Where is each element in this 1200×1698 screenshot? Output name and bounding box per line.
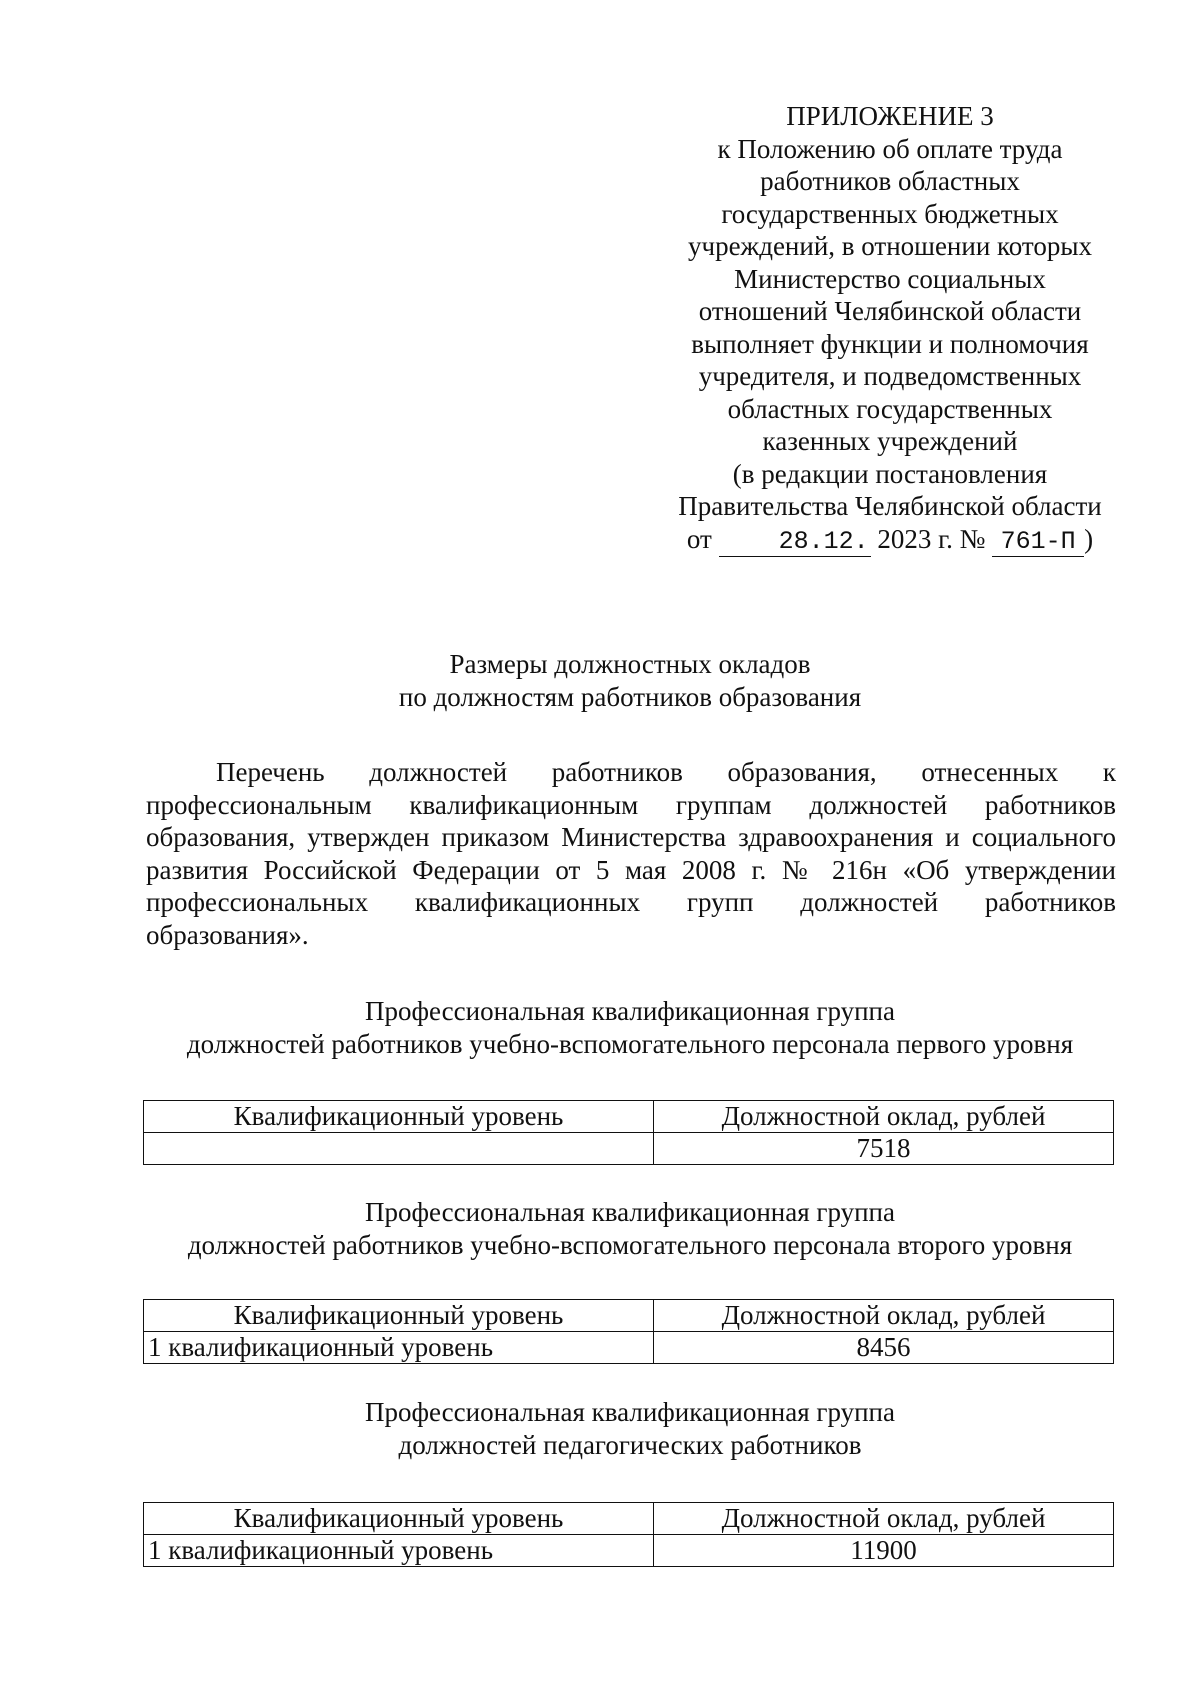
salary-cell: 8456 — [654, 1332, 1114, 1364]
appendix-line: Министерство социальных — [734, 263, 1046, 294]
date-prefix: от — [686, 523, 712, 554]
appendix-line: (в редакции постановления — [732, 458, 1048, 489]
table-header-row — [144, 1503, 1114, 1535]
group-title — [140, 1196, 1120, 1261]
group-title-line: должностей работников учебно-вспомогательного персонала первого уровня — [186, 1028, 1074, 1059]
appendix-line: к Положению об оплате труда — [717, 133, 1063, 164]
qualification-level-cell: 1 квалификационный уровень — [144, 1332, 654, 1364]
salary-cell: 7518 — [654, 1133, 1114, 1165]
resolution-reference — [655, 523, 1125, 557]
table-row — [144, 1133, 1114, 1165]
page-title — [140, 648, 1120, 713]
appendix-line: выполняет функции и полномочия — [691, 328, 1089, 359]
appendix-line: казенных учреждений — [762, 426, 1018, 456]
salary-table — [143, 1299, 1114, 1364]
appendix-title: ПРИЛОЖЕНИЕ 3 — [786, 101, 994, 131]
column-header-salary: Должностной оклад, рублей — [654, 1101, 1114, 1133]
resolution-number: 761-П — [992, 528, 1084, 557]
table-header-row — [144, 1101, 1114, 1133]
page-title-line: по должностям работников образования — [398, 681, 862, 712]
group-title-line: должностей педагогических работников — [398, 1429, 862, 1460]
resolution-date: 28.12. — [719, 528, 871, 557]
appendix-line: учреждений, в отношении которых — [687, 231, 1093, 261]
salary-cell: 11900 — [654, 1535, 1114, 1567]
column-header-salary: Должностной оклад, рублей — [654, 1300, 1114, 1332]
column-header-level: Квалификационный уровень — [144, 1300, 654, 1332]
column-header-level: Квалификационный уровень — [144, 1101, 654, 1133]
column-header-level: Квалификационный уровень — [144, 1503, 654, 1535]
intro-text: Перечень должностей работников образования, отнесенных к профессиональным квалификационным группам должностей работников образования, утвержден приказом Министерства здравоохранения и социального развития Российской Федерации от 5 мая 2008 г. № 216н «Об утверждении профессиональных квалификационных групп должностей работников образования». — [146, 757, 1116, 950]
appendix-line: учредителя, и подведомственных — [698, 361, 1082, 391]
page-title-line: Размеры должностных окладов — [449, 649, 811, 679]
group-title-line: Профессиональная квалификационная группа — [365, 1197, 895, 1227]
table-row — [144, 1535, 1114, 1567]
appendix-line: Правительства Челябинской области — [678, 491, 1102, 521]
table-header-row — [144, 1300, 1114, 1332]
appendix-line: областных государственных — [727, 393, 1053, 424]
column-header-salary: Должностной оклад, рублей — [654, 1503, 1114, 1535]
table-row — [144, 1332, 1114, 1364]
group-title-line: должностей работников учебно-вспомогательного персонала второго уровня — [187, 1229, 1073, 1260]
qualification-level-cell: 1 квалификационный уровень — [144, 1535, 654, 1567]
intro-paragraph — [146, 756, 1116, 951]
appendix-line: государственных бюджетных — [721, 198, 1059, 229]
closing-paren: ) — [1084, 523, 1094, 554]
group-title — [140, 1396, 1120, 1461]
salary-table — [143, 1502, 1114, 1567]
group-title — [140, 995, 1120, 1060]
appendix-line: отношений Челябинской области — [698, 296, 1082, 326]
resolution-year: 2023 г. № — [877, 523, 986, 554]
appendix-line: работников областных — [760, 166, 1020, 196]
qualification-level-cell — [144, 1133, 654, 1165]
appendix-block — [655, 100, 1125, 557]
salary-table — [143, 1100, 1114, 1165]
group-title-line: Профессиональная квалификационная группа — [365, 996, 895, 1026]
group-title-line: Профессиональная квалификационная группа — [365, 1397, 895, 1427]
